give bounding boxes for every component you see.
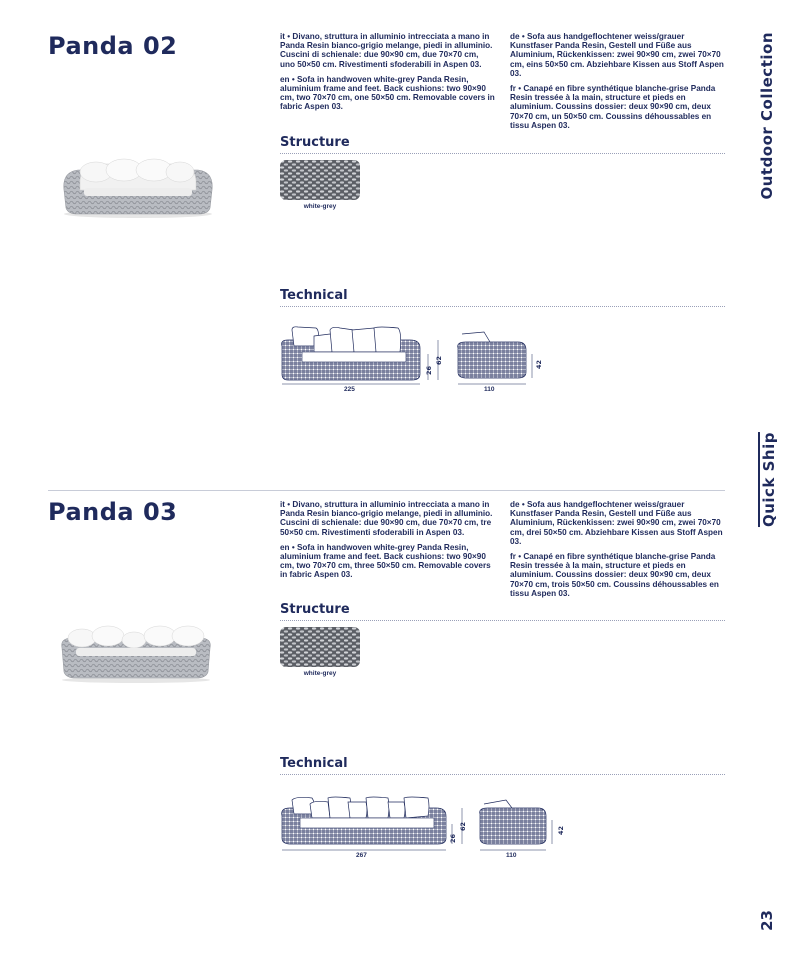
material-swatch — [280, 160, 360, 200]
sofa-photo — [56, 618, 216, 688]
divider — [280, 153, 725, 154]
dimension-seat-height: 26 — [449, 834, 457, 844]
description-en: en • Sofa in handwoven white-grey Panda Resin, aluminium frame and feet. Back cushions: two 90×90 cm, two 70×70 cm, three 50×50 cm. Removable covers in fabric Aspen 03. — [280, 542, 491, 580]
description-it-en — [280, 500, 495, 586]
description-de-fr — [510, 500, 725, 604]
dimension-height: 62 — [459, 822, 467, 832]
dimension-width: 225 — [344, 386, 355, 393]
dimension-height: 62 — [435, 356, 443, 366]
dimension-seat-height: 26 — [425, 366, 433, 376]
swatch-label: white-grey — [303, 670, 337, 677]
dimension-side-height: 42 — [535, 360, 543, 370]
description-de-fr — [510, 32, 725, 136]
product-title: Panda 02 — [48, 32, 178, 60]
material-swatch — [280, 627, 360, 667]
dimension-depth: 110 — [484, 386, 495, 393]
technical-drawing-side — [454, 330, 544, 390]
technical-drawing-front — [278, 322, 448, 392]
description-it-en — [280, 32, 495, 118]
description-de: de • Sofa aus handgeflochtener weiss/grauer Kunstfaser Panda Resin, Gestell und Füße aus Aluminium, Rückenkissen: zwei 90×90 cm, zwei 70×70 cm, eins 50×50 cm. Abziehbare Kissen aus Stoff Aspen 03. — [510, 32, 724, 78]
technical-drawing-front — [278, 794, 468, 860]
sidebar-collection-label: Outdoor Collection — [758, 32, 776, 200]
product-title: Panda 03 — [48, 498, 178, 526]
divider — [280, 620, 725, 621]
dimension-width: 267 — [356, 852, 367, 859]
dimension-depth: 110 — [506, 852, 517, 859]
description-it: it • Divano, struttura in alluminio intrecciata a mano in Panda Resin bianco-grigio melange, piedi in alluminio. Cuscini di schienale: due 90×90 cm, due 70×70 cm, tre 50×50 cm. Rivestimenti sfoderabili in Aspen 03. — [280, 500, 493, 537]
structure-heading: Structure — [280, 602, 350, 617]
technical-drawing-side — [476, 796, 566, 856]
divider — [280, 774, 725, 775]
description-fr: fr • Canapé en fibre synthétique blanche-grise Panda Resin tressée à la main, structure et pieds en aluminium. Coussins dossier: deux 90×90 cm, deux 70×70 cm, un 50×50 cm. Coussins déhoussables en tissu Aspen 03. — [510, 84, 716, 130]
section-divider — [48, 490, 725, 491]
description-en: en • Sofa in handwoven white-grey Panda Resin, aluminium frame and feet. Back cushions: two 90×90 cm, two 70×70 cm, one 50×50 cm. Removable covers in fabric Aspen 03. — [280, 74, 495, 112]
description-de: de • Sofa aus handgeflochtener weiss/grauer Kunstfaser Panda Resin, Gestell und Füße aus Aluminium, Rückenkissen: zwei 90×90 cm, zwei 70×70 cm, drei 50×50 cm. Abziehbare Kissen aus Stoff Aspen 03. — [510, 500, 723, 546]
divider — [280, 306, 725, 307]
sidebar-quick-ship-label: Quick Ship — [760, 432, 778, 528]
dimension-side-height: 42 — [557, 826, 565, 836]
swatch-label: white-grey — [303, 203, 337, 210]
description-it: it • Divano, struttura in alluminio intrecciata a mano in Panda Resin bianco-grigio melange, piedi in alluminio. Cuscini di schienale: due 90×90 cm, due 70×70 cm, uno 50×50 cm. Rivestimenti sfoderabili in Aspen 03. — [280, 32, 493, 69]
technical-heading: Technical — [280, 288, 348, 303]
description-fr: fr • Canapé en fibre synthétique blanche-grise Panda Resin tressée à la main, structure et pieds en aluminium. Coussins dossier: deux 90×90 cm, deux 70×70 cm, trois 50×50 cm. Coussins déhoussables en tissu Aspen 03. — [510, 552, 719, 598]
technical-heading: Technical — [280, 756, 348, 771]
structure-heading: Structure — [280, 135, 350, 150]
page-number: 23 — [758, 910, 776, 931]
sofa-photo — [58, 150, 218, 220]
